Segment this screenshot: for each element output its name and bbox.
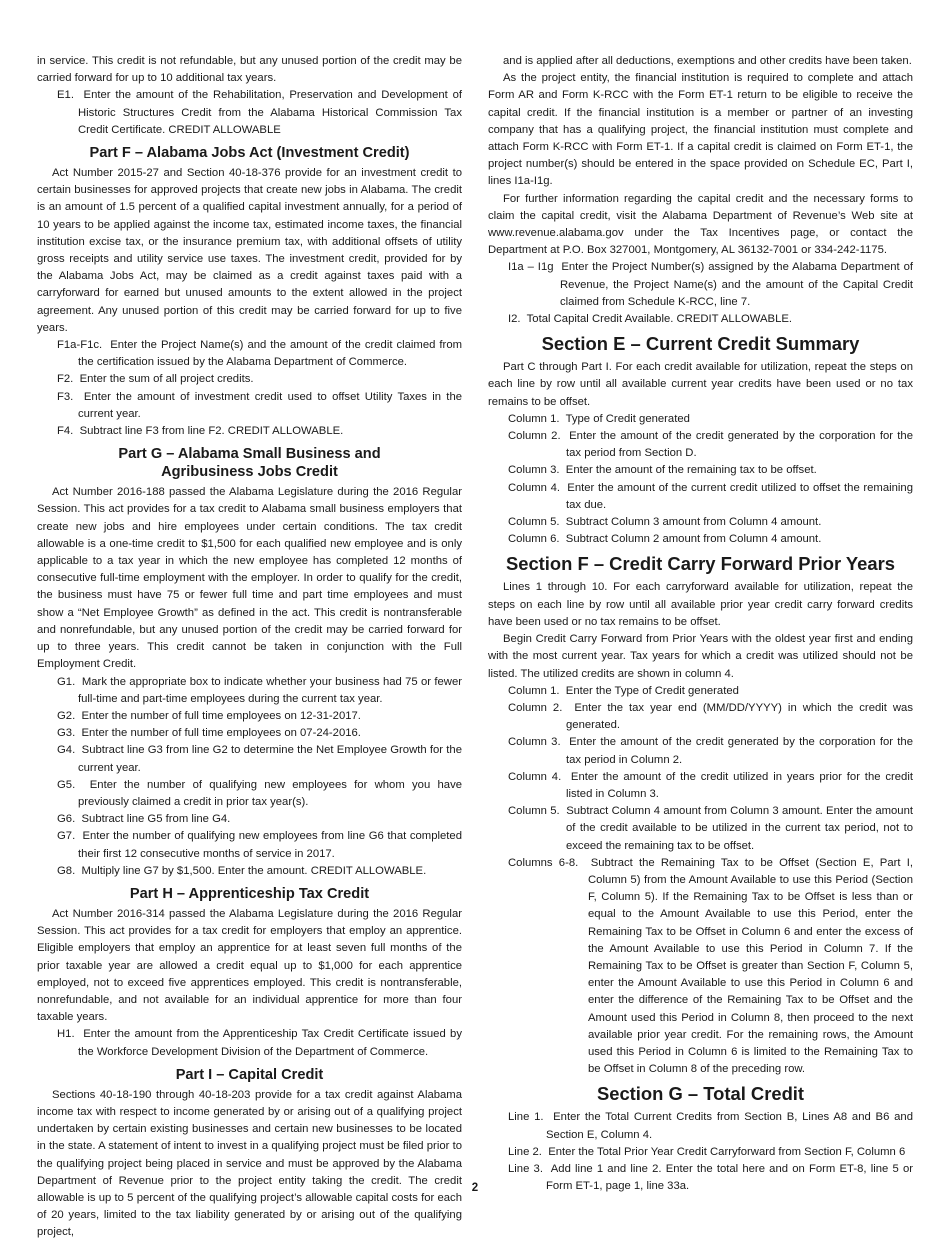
part-g-heading: Part G – Alabama Small Business and (118, 446, 381, 463)
section-f-body: Lines 1 through 10. For each carryforward available for utilization, repeat the steps on each line by row until all available prior year credit carry forward credits have been used or no tax remains to be offset. (488, 581, 913, 628)
column-text: Enter the Type of Credit generated (565, 684, 739, 697)
line-text: Subtract line G3 from line G2 to determine the Net Employee Growth for the current year. (78, 744, 462, 774)
line-text: Add line 1 and line 2. Enter the total here and on Form ET-8, line 5 or Form ET-1, page 1, line 33a. (546, 1162, 914, 1193)
line-label: F3. (57, 390, 74, 403)
column-item (488, 803, 913, 855)
column-item (488, 531, 913, 548)
line-item (37, 708, 462, 725)
right-column (488, 53, 913, 1195)
part-g-heading-line2: Agribusiness Jobs Credit (161, 464, 338, 481)
line-item (37, 87, 462, 139)
line-item (37, 337, 462, 371)
column-text: Enter the amount of the remaining tax to be offset. (565, 464, 817, 477)
part-g-body: Act Number 2016-188 passed the Alabama Legislature during the 2016 Regular Session. This act provides for a tax credit to Alabama small business employers that create new jobs and hire employees under certain conditions. The tax credit allowable is a one-time credit to $1,500 for each qualified new employee and is only applicable to a tax year in which the new employee has completed 12 months of consecutive full-time employment with the employer. In order to qualify for the credit, the business must have 75 or fewer full time and part time employees and must show a “Net Employee Growth” as defined in the act. This credit is nontransferable and nonrefundable, but any unused portion of the credit may be carried forward for up to three years. This credit cannot be taken in conjunction with the Full Employment Credit. (37, 486, 462, 671)
line-item (37, 1026, 462, 1060)
column-label: Column 1. (508, 412, 560, 425)
line-text: Multiply line G7 by $1,500. Enter the amount. CREDIT ALLOWABLE. (81, 864, 427, 877)
line-label: F1a-F1c. (57, 339, 103, 352)
line-label: I2. (508, 313, 521, 326)
line-text: Enter the amount of investment credit used to offset Utility Taxes in the current year. (78, 390, 463, 420)
section-f-body-2: Begin Credit Carry Forward from Prior Years with the oldest year first and ending with the most current year. Tax years for which a credit was utilized should not be listed. The utilized credits are shown in column 4. (488, 633, 913, 680)
line-label: G5. (57, 778, 76, 791)
line-item (37, 777, 462, 811)
line-item (488, 1109, 913, 1143)
line-item (37, 828, 462, 862)
column-item (488, 462, 913, 479)
column-item (488, 428, 913, 462)
line-item (37, 423, 462, 440)
line-label: H1. (57, 1028, 75, 1041)
column-item (488, 734, 913, 768)
line-text: Enter the amount of the Rehabilitation, Preservation and Development of Historic Structures Credit from the Alabama Historical Commission Tax Credit Certificate. CREDIT ALLOWABLE (78, 89, 462, 136)
line-item (488, 311, 913, 328)
line-text: Enter the sum of all project credits. (79, 373, 254, 386)
column-text: Enter the amount of the credit generated by the corporation for the tax period from Section D. (566, 430, 913, 460)
line-label: G8. (57, 864, 76, 877)
part-h-heading: Part H – Apprenticeship Tax Credit (129, 885, 370, 902)
line-text: Enter the Project Name(s) and the amount of the credit claimed from the certification issued by the Alabama Department of Commerce. (78, 339, 463, 369)
column-text: Subtract the Remaining Tax to be Offset (Section E, Part I, Column 5) from the Amount Available to use this Period (Section F, Column 5). If the Remaining Tax to be Offset is less than or equal to the Amount Available to use this Period, enter the Remaining Tax to be Offset in Column 6 and enter the excess of the Amount Available to use this Period in Column 7. If the Remaining Tax to be Offset is greater than Section F, Column 5, enter the Amount Available to use this Period in Column 6 and enter the difference of the Remaining Tax to be Offset and the Amount used this Period in Column 8, then proceed to the next available prior year credit. For the remaining rows, the Amount used this Period in Column 6 is limited to the Remaining Tax to be Offset in Column 8 of the preceding row. (588, 856, 914, 1076)
line-text: Enter the Total Current Credits from Section B, Lines A8 and B6 and Section E, Column 4. (546, 1111, 913, 1141)
column-label: Column 6. (508, 533, 560, 546)
line-text: Subtract line G5 from line G4. (81, 813, 231, 826)
section-g-heading: Section G – Total Credit (596, 1083, 805, 1105)
column-item (488, 683, 913, 700)
section-e-body: Part C through Part I. For each credit available for utilization, repeat the steps on each line by row until all available current year credits have been used or no tax remains to be offset. (488, 361, 913, 408)
line-item (37, 371, 462, 388)
column-text: Enter the amount of the credit generated by the corporation for the tax period in Column 2. (566, 736, 913, 766)
line-text: Enter the number of full time employees on 12-31-2017. (81, 709, 361, 722)
line-item (488, 259, 913, 311)
line-label: G3. (57, 727, 76, 740)
further-info-paragraph: For further information regarding the capital credit and the necessary forms to claim the capital credit, visit the Alabama Department of Revenue’s Web site at www.revenue.alabama.gov under the Tax Incentives page, or contact the Department at P.O. Box 327001, Montgomery, AL 36132-7001 or 334-242-1175. (488, 192, 913, 257)
part-h-body: Act Number 2016-314 passed the Alabama Legislature during the 2016 Regular Session. This act provides for a tax credit for employers that employ an apprentice. Eligible employers that employ an apprentice for at least seven full months of the prior taxable year are allowed a credit equal up to $1,000 for each apprentice employed, not to exceed five apprentices employed. This credit is nontransferable, nonrefundable, and not available for an individual apprentice for more than four taxable years. (37, 907, 462, 1024)
line-text: Enter the Total Prior Year Credit Carryforward from Section F, Column 6 (548, 1145, 906, 1158)
line-label: E1. (57, 89, 74, 102)
line-text: Enter the Project Number(s) assigned by the Alabama Department of Revenue, the Project Name(s) and the amount of the Capital Credit claimed from Schedule K-RCC, line 7. (560, 261, 914, 308)
column-item (488, 514, 913, 531)
column-label: Column 3. (508, 464, 560, 477)
line-text: Enter the number of qualifying new employees from line G6 that completed their first 12 consecutive months of service in 2017. (78, 830, 462, 860)
column-label: Columns 6-8. (508, 856, 579, 869)
line-text: Subtract line F3 from line F2. CREDIT ALLOWABLE. (79, 425, 344, 438)
line-text: Enter the amount from the Apprenticeship Tax Credit Certificate issued by the Workforce Development Division of the Department of Commerce. (78, 1028, 462, 1058)
column-label: Column 2. (508, 701, 563, 714)
line-label: G2. (57, 709, 76, 722)
continuation-paragraph: and is applied after all deductions, exemptions and other credits have been taken. (503, 55, 912, 67)
line-text: Total Capital Credit Available. CREDIT ALLOWABLE. (526, 313, 793, 326)
line-label: Line 2. (508, 1145, 542, 1158)
line-item (37, 863, 462, 880)
column-item (488, 700, 913, 734)
section-f-heading: Section F – Credit Carry Forward Prior Years (505, 553, 896, 575)
line-label: I1a – I1g (508, 261, 554, 274)
column-text: Subtract Column 4 amount from Column 3 amount. Enter the amount of the credit available to be utilized in the current tax period, not to exceed the remaining tax to be offset. (566, 805, 914, 852)
line-label: G6. (57, 813, 76, 826)
column-label: Column 5. (508, 805, 560, 818)
line-label: F2. (57, 373, 74, 386)
column-label: Column 4. (508, 481, 560, 494)
line-item (37, 674, 462, 708)
column-text: Subtract Column 3 amount from Column 4 amount. (565, 516, 822, 529)
capital-credit-paragraph: As the project entity, the financial institution is required to complete and attach Form AR and Form K-RCC with the Form ET-1 return to be eligible to receive the capital credit. If the financial institution is a member or partner of an investing company that has a qualifying project, the financial institution must complete and attach Form K-RCC with Form ET-1. If a capital credit is claimed on Form ET-1, the project number(s) should be entered in the space provided on Schedule EC, Part I, lines I1a-I1g. (488, 72, 913, 188)
line-label: G1. (57, 675, 76, 688)
column-item (488, 855, 913, 1079)
line-label: F4. (57, 425, 74, 438)
line-text: Mark the appropriate box to indicate whether your business had 75 or fewer full-time and part-time employees during the current tax year. (78, 675, 462, 705)
line-label: G4. (57, 744, 76, 757)
column-text: Enter the amount of the credit utilized in years prior for the credit listed in Column 3. (566, 770, 913, 800)
section-e-heading: Section E – Current Credit Summary (541, 333, 860, 355)
intro-paragraph: in service. This credit is not refundable, but any unused portion of the credit may be carried forward for up to 10 additional tax years. (37, 55, 462, 85)
line-label: Line 3. (508, 1162, 543, 1175)
part-i-heading: Part I – Capital Credit (175, 1066, 324, 1083)
line-text: Enter the number of full time employees on 07-24-2016. (81, 727, 361, 740)
column-label: Column 3. (508, 736, 561, 749)
column-text: Enter the amount of the current credit utilized to offset the remaining tax due. (566, 481, 913, 511)
line-item (488, 1144, 913, 1161)
column-text: Subtract Column 2 amount from Column 4 amount. (565, 533, 822, 546)
column-item (488, 411, 913, 428)
part-i-body: Sections 40-18-190 through 40-18-203 provide for a tax credit against Alabama income tax with respect to income generated by or arising out of a qualifying project undertaken by certain existing businesses and certain new businesses to be located in the state. A statement of intent to invest in a qualifying project must be filed prior to the qualifying project being placed in service and must be approved by the Alabama Department of Revenue prior to the project entity taking the credit. The credit allowable is up to 5 percent of the qualifying project’s allowable capital costs for each of 20 years, limited to the tax liability generated by or arising out of the qualifying project, (37, 1088, 462, 1239)
line-item (37, 742, 462, 776)
part-f-heading: Part F – Alabama Jobs Act (Investment Credit) (89, 145, 410, 162)
line-label: Line 1. (508, 1111, 544, 1124)
left-column (37, 53, 462, 1242)
column-text: Type of Credit generated (565, 412, 690, 425)
part-f-body: Act Number 2015-27 and Section 40-18-376 provide for an investment credit to certain businesses for approved projects that create new jobs in Alabama. The credit is an amount of 1.5 percent of a qualified capital investment annually, for a period of 10 years to be applied against the income tax, estimated income taxes, the financial institution excise tax, or the insurance premium tax, with additional offsets of utility gross receipts and utility service use taxes. The investment credit, provided for by the Alabama Jobs Act, may be claimed as a credit against taxes paid with a carryforward for earned but unused amounts to the extent allowed in the project agreement. Any unused portion of this credit may be carried forward for up to five years. (37, 167, 462, 334)
column-label: Column 4. (508, 770, 562, 783)
column-label: Column 1. (508, 684, 560, 697)
line-item (37, 725, 462, 742)
line-item (37, 389, 462, 423)
line-label: G7. (57, 830, 76, 843)
column-text: Enter the tax year end (MM/DD/YYYY) in which the credit was generated. (566, 701, 913, 732)
column-label: Column 5. (508, 516, 560, 529)
line-item (37, 811, 462, 828)
column-item (488, 480, 913, 514)
line-text: Enter the number of qualifying new employees for whom you have previously claimed a credit in prior tax year(s). (78, 778, 462, 808)
column-item (488, 769, 913, 803)
page-number: 2 (471, 1182, 479, 1194)
column-label: Column 2. (508, 430, 561, 443)
